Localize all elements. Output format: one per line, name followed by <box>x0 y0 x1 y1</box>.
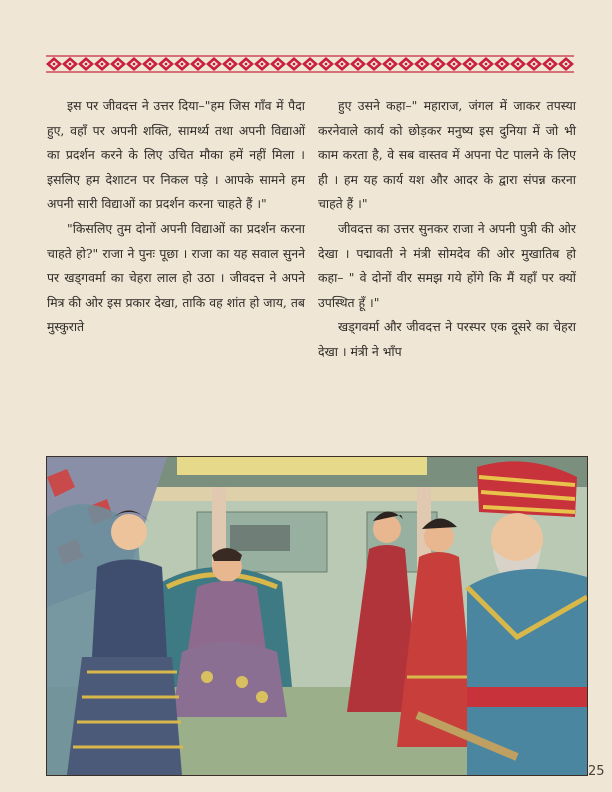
paragraph: इस पर जीवदत्त ने उत्तर दिया–"हम जिस गाँव में पैदा हुए, वहाँ पर अपनी शक्ति, सामर्थ्य तथा अपनी विद्याओं का प्रदर्शन करने के लिए उचित मौका हमें नहीं मिला । इसलिए हम देशाटन पर निकल पड़े । आपके सामने हम अपनी सारी विद्याओं का प्रदर्शन करना चाहते हैं ।" <box>47 98 305 212</box>
paragraph: "किसलिए तुम दोनों अपनी विद्याओं का प्रदर्शन करना चाहते हो?" राजा ने पुनः पूछा । राजा का यह सवाल सुनने पर खड्गवर्मा का चेहरा लाल हो उठा । जीवदत्त ने अपने मित्र की ओर इस प्रकार देखा, ताकि वह शांत हो जाय, तब मुस्कुराते <box>47 220 305 335</box>
page-number: 25 <box>588 764 605 779</box>
right-text-column <box>318 94 576 365</box>
left-text-column <box>47 94 305 340</box>
paragraph: खड्गवर्मा और जीवदत्त ने परस्पर एक दूसरे का चेहरा देखा । मंत्री ने भाँप <box>318 319 576 359</box>
paragraph: जीवदत्त का उत्तर सुनकर राजा ने अपनी पुत्री की ओर देखा । पद्मावती ने मंत्री सोमदेव की ओर मुखातिब हो कहा– " वे दोनों वीर समझ गये होंगे कि मैं यहाँ पर क्यों उपस्थित हूँ ।" <box>318 220 576 310</box>
decorative-border <box>46 55 574 73</box>
paragraph: हुए उसने कहा–" महाराज, जंगल में जाकर तपस्या करनेवाले कार्य को छोड़कर मनुष्य इस दुनिया में जो भी काम करता है, वे सब वास्तव में अपना पेट पालने के लिए ही । हम यह कार्य यश और आदर के द्वारा संपन्न करना चाहते हैं ।" <box>318 98 576 212</box>
story-illustration <box>46 456 588 776</box>
